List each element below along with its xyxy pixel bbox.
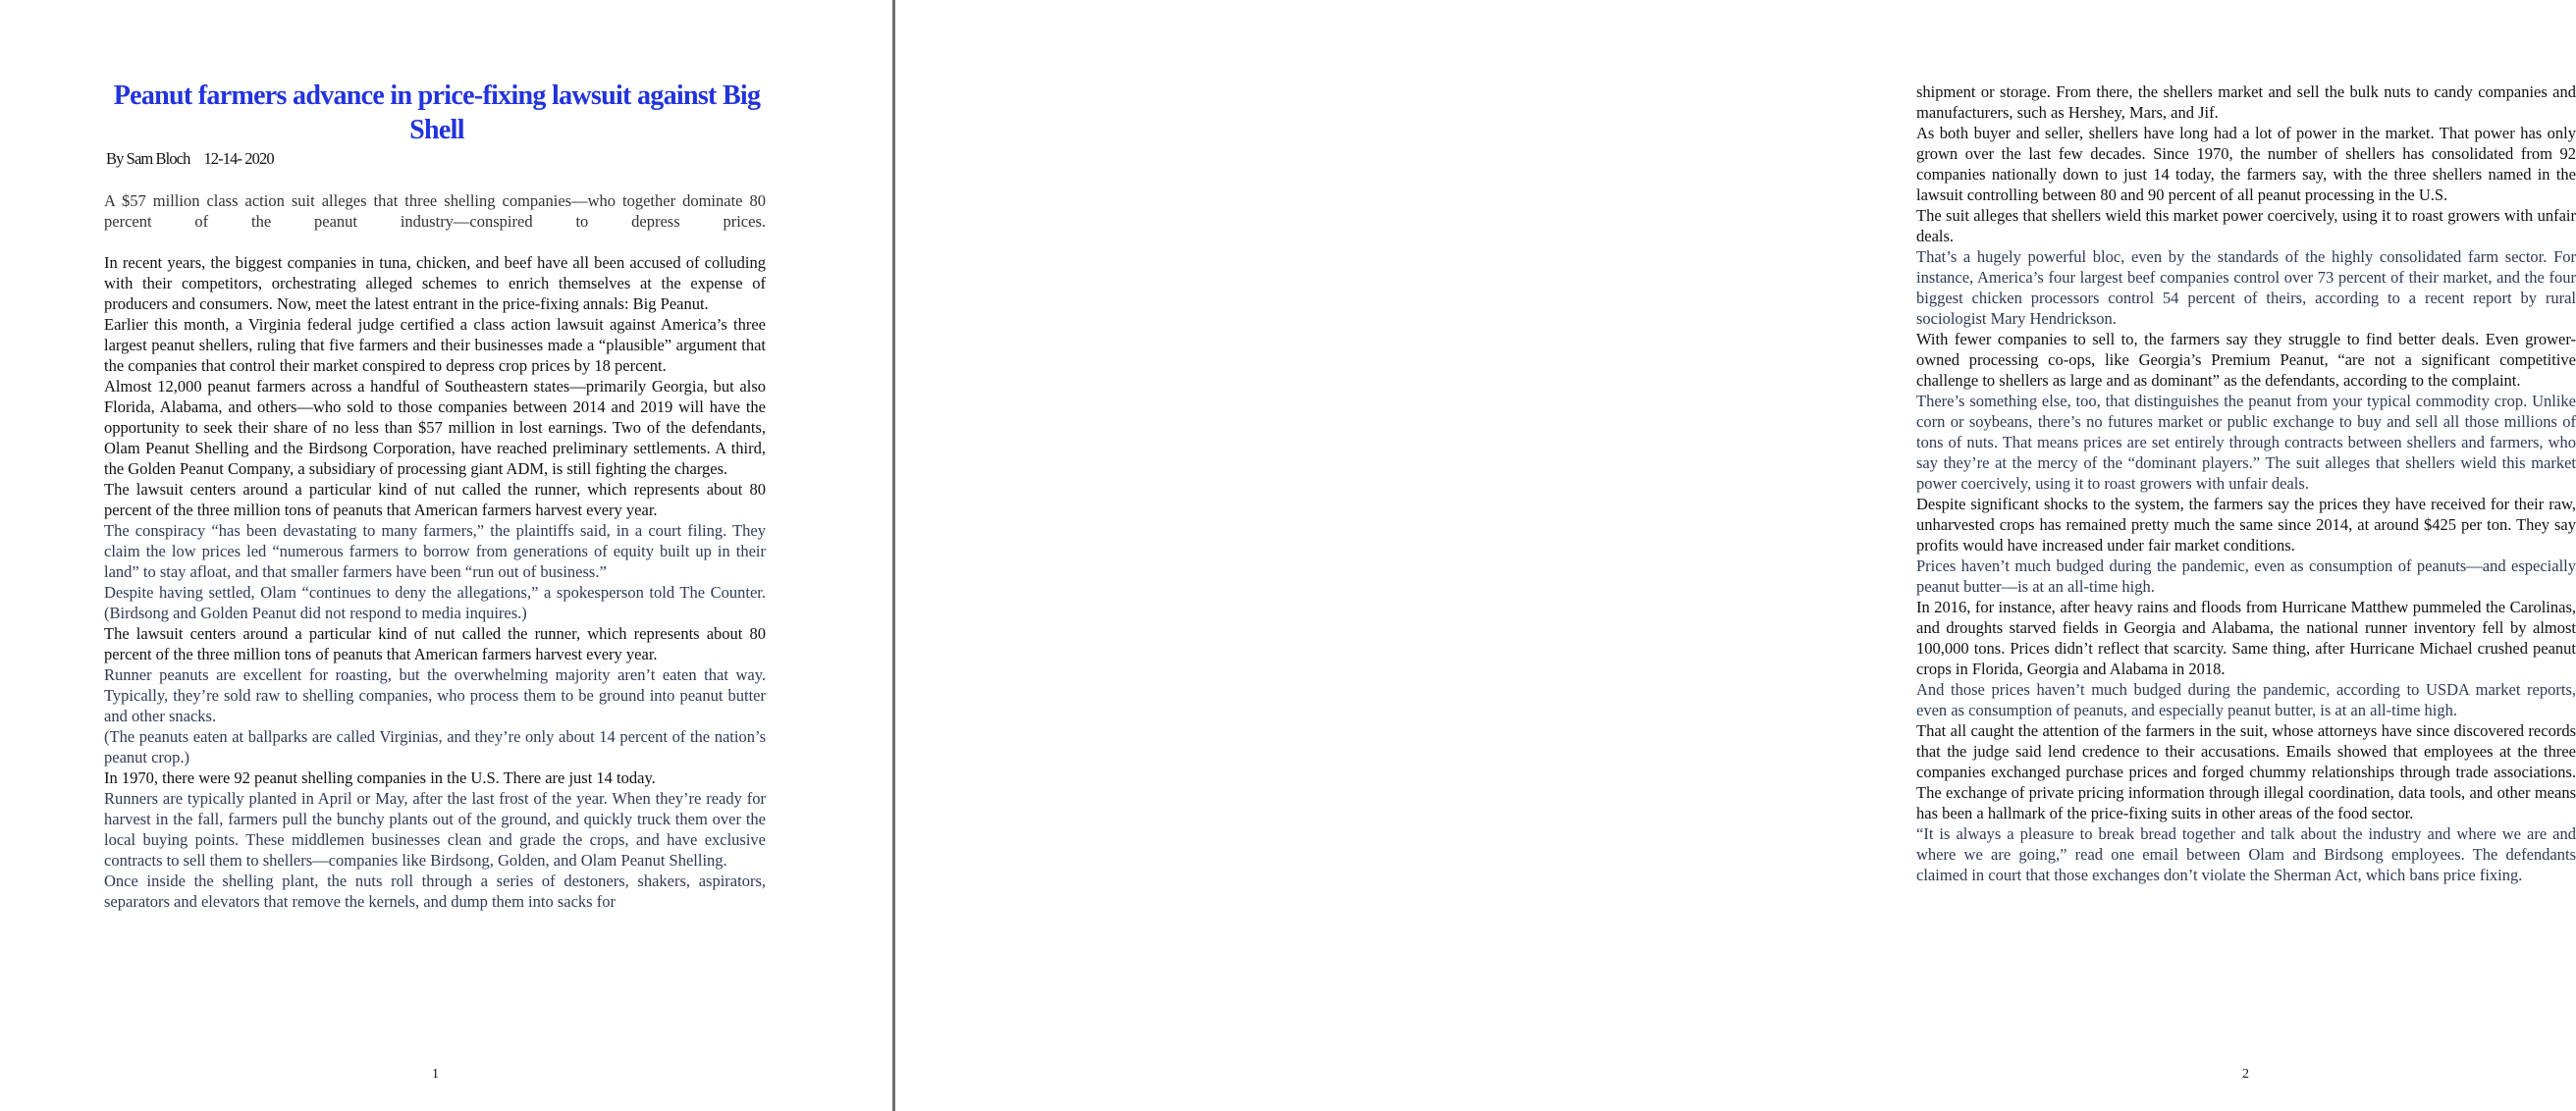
- paragraph: Despite significant shocks to the system, the farmers say the prices they have received for their raw, unharvested crops has remained pretty much the same since 2014, at around $425 per ton. They say profits would have increased under fair market conditions.: [1916, 495, 2576, 555]
- paragraph: In recent years, the biggest companies in tuna, chicken, and beef have all been accused of colluding with their competitors, orchestrating alleged schemes to enrich themselves at the expense of producers and consumers. Now, meet the latest entrant in the price-fixing annals: Big Peanut.: [104, 253, 766, 313]
- page-1: [0, 0, 893, 1111]
- paragraph: The conspiracy “has been devastating to many farmers,” the plaintiffs said, in a court filing. They claim the low prices led “numerous farmers to borrow from generations of equity built up in their land” to stay afloat, and that smaller farmers have been “run out of business.”: [104, 521, 766, 581]
- publish-date: 12-14- 2020: [203, 149, 274, 168]
- page-divider: [892, 0, 895, 1111]
- paragraph: The suit alleges that shellers wield this market power coercively, using it to roast growers with unfair deals.: [1916, 206, 2576, 245]
- paragraph: That’s a hugely powerful bloc, even by the standards of the highly consolidated farm sector. For instance, America’s four largest beef companies control over 73 percent of their market, and the four biggest chicken processors control 54 percent of theirs, according to a recent report by rural sociologist Mary Hendrickson.: [1916, 247, 2576, 328]
- paragraph: In 2016, for instance, after heavy rains and floods from Hurricane Matthew pummeled the Carolinas, and droughts starved fields in Georgia and Alabama, the national runner inventory fell by almost 100,000 tons. Prices didn’t reflect that scarcity. Same thing, after Hurricane Michael crushed peanut crops in Florida, Georgia and Alabama in 2018.: [1916, 598, 2576, 678]
- page-number: 2: [2242, 1067, 2249, 1082]
- paragraph: Prices haven’t much budged during the pandemic, even as consumption of peanuts—and especially peanut butter—is at an all-time high.: [1916, 556, 2576, 596]
- article-title: Peanut farmers advance in price-fixing lawsuit against Big Shell: [113, 80, 761, 145]
- page-2-body: [1916, 81, 2576, 885]
- paragraph: With fewer companies to sell to, the farmers say they struggle to find better deals. Even grower-owned processing co-ops, like Georgia’s Premium Peanut, “are not a significant competitive challenge to shellers as large and as dominant” as the defendants, according to the complaint.: [1916, 330, 2576, 390]
- page-number: 1: [432, 1067, 439, 1082]
- paragraph: There’s something else, too, that distinguishes the peanut from your typical commodity crop. Unlike corn or soybeans, there’s no futures market or public exchange to buy and sell all those millions of tons of nuts. That means prices are set entirely through contracts between shellers and farmers, who say they’re at the mercy of the “dominant players.” The suit alleges that shellers wield this market power coercively, using it to roast growers with unfair deals.: [1916, 392, 2576, 493]
- paragraph: And those prices haven’t much budged during the pandemic, according to USDA market reports, even as consumption of peanuts, and especially peanut butter, is at an all-time high.: [1916, 680, 2576, 719]
- paragraph: shipment or storage. From there, the shellers market and sell the bulk nuts to candy companies and manufacturers, such as Hershey, Mars, and Jif.: [1916, 82, 2576, 122]
- paragraph: Despite having settled, Olam “continues to deny the allegations,” a spokesperson told The Counter. (Birdsong and Golden Peanut did not respond to media inquires.): [104, 583, 766, 622]
- author: By Sam Bloch: [106, 149, 190, 168]
- byline: [106, 149, 274, 169]
- paragraph: Once inside the shelling plant, the nuts roll through a series of destoners, shakers, aspirators, separators and elevators that remove the kernels, and dump them into sacks for: [104, 872, 766, 911]
- page-1-body: [104, 252, 766, 912]
- paragraph: Almost 12,000 peanut farmers across a handful of Southeastern states—primarily Georgia, but also Florida, Alabama, and others—who sold to those companies between 2014 and 2019 will have the opportunity to seek their share of no less than $57 million in lost earnings. Two of the defendants, Olam Peanut Shelling and the Birdsong Corporation, have reached preliminary settlements. A third, the Golden Peanut Company, a subsidiary of processing giant ADM, is still fighting the charges.: [104, 377, 766, 478]
- paragraph: The lawsuit centers around a particular kind of nut called the runner, which represents about 80 percent of the three million tons of peanuts that American farmers harvest every year.: [104, 624, 766, 663]
- paragraph: The lawsuit centers around a particular kind of nut called the runner, which represents about 80 percent of the three million tons of peanuts that American farmers harvest every year.: [104, 480, 766, 519]
- paragraph: Runners are typically planted in April or May, after the last frost of the year. When they’re ready for harvest in the fall, farmers pull the bunchy plants out of the ground, and quickly truck them over the local buying points. These middlemen businesses clean and grade the crops, and have exclusive contracts to sell them to shellers—companies like Birdsong, Golden, and Olam Peanut Shelling.: [104, 789, 766, 870]
- page-2: [896, 0, 2576, 1111]
- paragraph: That all caught the attention of the farmers in the suit, whose attorneys have since discovered records that the judge said lend credence to their accusations. Emails showed that employees at the three companies exchanged purchase prices and forged chummy relationships through trade associations. The exchange of private pricing information through illegal coordination, data tools, and other means has been a hallmark of the price-fixing suits in other areas of the food sector.: [1916, 721, 2576, 822]
- paragraph: Earlier this month, a Virginia federal judge certified a class action lawsuit against America’s three largest peanut shellers, ruling that five farmers and their businesses made a “plausible” argument that the companies that control their market conspired to depress crop prices by 18 percent.: [104, 315, 766, 375]
- paragraph: “It is always a pleasure to break bread together and talk about the industry and where we are and where we are going,” read one email between Olam and Birdsong employees. The defendants claimed in court that those exchanges don’t violate the Sherman Act, which bans price fixing.: [1916, 824, 2576, 884]
- paragraph: As both buyer and seller, shellers have long had a lot of power in the market. That power has only grown over the last few decades. Since 1970, the number of shellers has consolidated from 92 companies nationally down to just 14 today, the farmers say, with the three shellers named in the lawsuit controlling between 80 and 90 percent of all peanut processing in the U.S.: [1916, 124, 2576, 204]
- subhead: A $57 million class action suit alleges that three shelling companies—who together dominate 80 percent of the peanut industry—conspired to depress prices.: [104, 191, 766, 231]
- paragraph: In 1970, there were 92 peanut shelling companies in the U.S. There are just 14 today.: [104, 768, 656, 787]
- paragraph: Runner peanuts are excellent for roasting, but the overwhelming majority aren’t eaten that way. Typically, they’re sold raw to shelling companies, who process them to be ground into peanut butter and other snacks.: [104, 665, 766, 725]
- paragraph: (The peanuts eaten at ballparks are called Virginias, and they’re only about 14 percent of the nation’s peanut crop.): [104, 727, 766, 767]
